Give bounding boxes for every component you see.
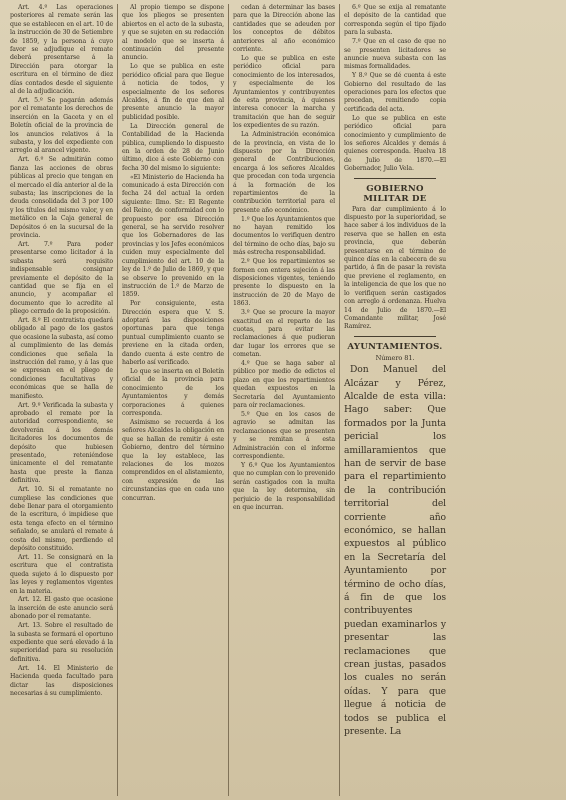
paragraph: Al propio tiempo se dispone que los pliegos se presenten abiertos en el acto de la subasta, y que se sujeten en su redacción al modelo que se inserta á continuación del presente anuncio.: [122, 4, 224, 62]
section-heading-gobierno-militar: GOBIERNO MILITAR DE: [363, 183, 427, 204]
paragraph: Lo que se publica en este periódico oficial para que llegue á noticia de todos, y especialmente de los señores Alcaldes, á fin de que den al presente anuncio la mayor publicidad posible.: [122, 63, 224, 121]
column-1: [6, 4, 117, 796]
section-divider: [354, 336, 436, 337]
paragraph: Y 8.º Que se dé cuenta á este Gobierno del resultado de las operaciones para los efectos que procedan, remitiendo copia certificada del acta.: [344, 72, 446, 113]
paragraph: 3.º Que se procure la mayor exactitud en el reparto de las cuotas, para evitar las reclamaciones á que pudieran dar lugar los errores que se cometan.: [233, 309, 335, 359]
paragraph: Art. 11. Se consignará en la escritura que el contratista queda sujeto á lo dispuesto por las leyes y reglamentos vigentes en la materia.: [10, 553, 113, 595]
section-divider: [354, 178, 436, 179]
paragraph: Lo que se inserta en el Boletín oficial de la provincia para conocimiento de los Ayuntamientos y demás corporaciones á quienes corresponda.: [122, 367, 224, 417]
paragraph: «El Ministerio de Hacienda ha comunicado á esta Dirección con fecha 24 del actual la orden siguiente: Ilmo. Sr.: El Regente del Reino, de conformidad con lo propuesto por esa Dirección general, se ha servido resolver que los Gobernadores de las provincias y los Jefes económicos cuiden muy especialmente del cumplimiento del art. 10 de la ley de 1.º de Julio de 1869, y que se observe lo prevenido en la instrucción de 1.º de Marzo de 1859.: [122, 173, 224, 299]
paragraph: Art. 13. Sobre el resultado de la subasta se formará el oportuno expediente que será elevado á la superioridad para su resolución definitiva.: [10, 622, 113, 663]
notice-number: Número 81.: [375, 353, 415, 362]
paragraph: 1.º Que los Ayuntamientos que no hayan remitido los documentos lo verifiquen dentro del término de ocho días, bajo su más estrecha responsabilidad.: [233, 215, 335, 257]
paragraph: cedan á determinar las bases para que la Dirección abone las cantidades que se adeuden por los conceptos de débitos anteriores al año económico corriente.: [233, 4, 335, 54]
column-3: [228, 4, 339, 796]
section-heading-ayuntamientos: AYUNTAMIENTOS.: [347, 341, 443, 352]
paragraph: 6.º Que se exija al rematante el depósito de la cantidad que corresponda según el tipo fijado para la subasta.: [344, 4, 446, 37]
paragraph: Art. 7.º Para poder presentarse como licitador á la subasta será requisito indispensable consignar previamente el depósito de la cantidad que se fija en el anuncio, y acompañar el documento que lo acredite al pliego cerrado de la proposición.: [10, 240, 113, 316]
paragraph: La Dirección general de Contabilidad de la Hacienda pública, cumpliendo lo dispuesto en la orden de 28 de Junio último, dice á este Gobierno con fecha 30 del mismo lo siguiente:: [122, 122, 224, 172]
column-4: [339, 4, 450, 796]
paragraph: Para dar cumplimiento á lo dispuesto por la superioridad, se hace saber á los individuos de la reserva que se hallen en esta provincia, que deberán presentarse en el término de quince días en la cabecera de su partido, á fin de pasar la revista que previene el reglamento, en la inteligencia de que los que no lo verifiquen serán castigados con arreglo á ordenanza. Huelva 14 de Julio de 1870.—El Comandante militar, José Ramírez.: [344, 205, 446, 331]
paragraph: 2.º Que los repartimientos se formen con entera sujeción á las disposiciones vigentes, teniendo presente lo dispuesto en la instrucción de 20 de Mayo de 1863.: [233, 258, 335, 308]
paragraph: Lo que se publica en este periódico oficial para conocimiento de los interesados, y especialmente de los Ayuntamientos y contribuyentes de esta provincia, á quienes interesa conocer la marcha y tramitación que han de seguir los expedientes de su razón.: [233, 54, 335, 130]
paragraph: Art. 10. Si el rematante no cumpliese las condiciones que debe llenar para el otorgamiento de la escritura, ó impidiese que esta tenga efecto en el término señalado, se anulará el remate á costa del mismo, perdiendo el depósito constituido.: [10, 486, 113, 552]
paragraph: Asimismo se recuerda á los señores Alcaldes la obligación en que se hallan de remitir á este Gobierno, dentro del término que la ley establece, las relaciones de los mozos comprendidos en el alistamiento, con expresión de las circunstancias que en cada uno concurran.: [122, 418, 224, 502]
paragraph: Art. 6.º Se admitirán como fianza las acciones de obras públicas al precio que tengan en el mercado el día anterior al de la subasta; las inscripciones de la deuda consolidada del 3 por 100 y los títulos del mismo valor, y en metálico en la Caja general de Depósitos ó en la sucursal de la provincia.: [10, 156, 113, 239]
paragraph: Don Manuel del Alcázar y Pérez, Alcalde de esta villa: Hago saber: Que formados por la Junta pericial los amillaramientos que han de servir de base para el repartimiento de la contribución territorial del corriente año económico, se hallan expuestos al público en la Secretaría del Ayuntamiento por término de ocho días, á fin de que los contribuyentes puedan examinarlos y presentar las reclamaciones que crean justas, pasados los cuales no serán oídas. Y para que llegue á noticia de todos se publica el presente. La: [344, 364, 446, 738]
paragraph: Art. 9.º Verificada la subasta y aprobado el remate por la autoridad correspondiente, se devolverán á los demás licitadores los documentos de depósito que hubiesen presentado, reteniéndose únicamente el del rematante hasta que preste la fianza definitiva.: [10, 401, 113, 485]
paragraph: Lo que se publica en este periódico oficial para conocimiento y cumplimiento de los señores Alcaldes y demás á quienes corresponda. Huelva 18 de Julio de 1870.—El Gobernador, Julio Vela.: [344, 114, 446, 173]
paragraph: Y 6.º Que los Ayuntamientos que no cumplan con lo prevenido serán castigados con la multa que la ley determina, sin perjuicio de la responsabilidad en que incurran.: [233, 461, 335, 511]
paragraph: Art. 12. El gasto que ocasione la inserción de este anuncio será abonado por el rematante.: [10, 596, 113, 621]
paragraph: Art. 8.º El contratista quedará obligado al pago de los gastos que ocasione la subasta, así como al cumplimiento de las demás condiciones que señala la instrucción del ramo, y á las que se expresan en el pliego de condiciones facultativas y económicas que se halla de manifiesto.: [10, 317, 113, 400]
paragraph: Art. 4.º Las operaciones posteriores al remate serán las que se establecen en el art. 10 de la instrucción de 30 de Setiembre de 1859, y la persona á cuyo favor se adjudique el remate deberá presentarse á la Dirección para otorgar la escritura en el término de diez días contados desde el siguiente al de la adjudicación.: [10, 4, 113, 96]
paragraph: Art. 14. El Ministerio de Hacienda queda facultado para dictar las disposiciones necesarias á su cumplimiento.: [10, 664, 113, 697]
paragraph: 5.º Que en los casos de agravio se admitan las reclamaciones que se presenten y se remitan á esta Administración con el informe correspondiente.: [233, 411, 335, 461]
paragraph: La Administración económica de la provincia, en vista de lo dispuesto por la Dirección general de Contribuciones, encarga á los señores Alcaldes que procedan con toda urgencia á la formación de los repartimientos de la contribución territorial para el presente año económico.: [233, 131, 335, 214]
column-2: [117, 4, 228, 796]
paragraph: 7.º Que en el caso de que no se presenten licitadores se anuncie nueva subasta con las mismas formalidades.: [344, 38, 446, 71]
notice-body: [344, 363, 446, 738]
paragraph: 4.º Que se haga saber al público por medio de edictos el plazo en que los repartimientos quedan expuestos en la Secretaría del Ayuntamiento para oír reclamaciones.: [233, 360, 335, 410]
paragraph: Por consiguiente, esta Dirección espera que V. S. adoptará las disposiciones oportunas para que tenga puntual cumplimiento cuanto se previene en la citada orden, dando cuenta á este centro de haberlo así verificado.: [122, 300, 224, 367]
paragraph: Art. 5.º Se pagarán además por el rematante los derechos de inserción en la Gaceta y en el Boletín oficial de la provincia de los anuncios relativos á la subasta, y los del expediente con arreglo al arancel vigente.: [10, 96, 113, 155]
